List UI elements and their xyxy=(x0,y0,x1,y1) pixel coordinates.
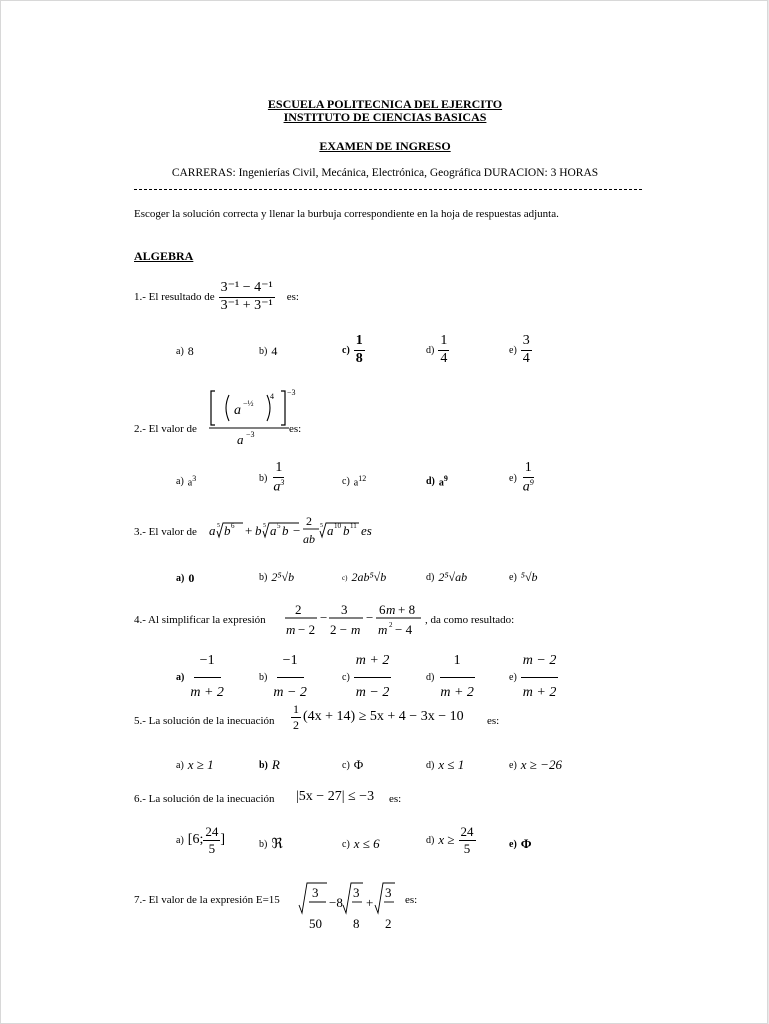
q7-expression xyxy=(299,877,409,938)
option-label: e) xyxy=(509,759,517,771)
option-den: a xyxy=(273,479,281,495)
q3-lead: 3.- El valor de xyxy=(134,526,197,538)
option-num: 3 xyxy=(521,334,532,351)
school-title: ESCUELA POLITECNICA DEL EJERCITO xyxy=(267,97,503,111)
option-label: c) xyxy=(342,838,350,850)
svg-text:3: 3 xyxy=(385,885,392,900)
option-den: 5 xyxy=(208,840,216,856)
q6-inequality: |5x − 27| ≤ −3 xyxy=(296,789,375,804)
svg-text:8: 8 xyxy=(353,916,360,931)
q6-lead: 6.- La solución de la inecuación xyxy=(134,793,275,805)
q5-option-d[interactable] xyxy=(426,757,464,773)
q5-tail: es: xyxy=(487,715,500,727)
q6-tail: es: xyxy=(389,793,402,805)
option-label: d) xyxy=(426,344,435,356)
svg-text:11: 11 xyxy=(350,522,357,530)
option-label: d) xyxy=(426,671,435,683)
option-num: 24 xyxy=(205,824,219,839)
svg-text:50: 50 xyxy=(309,916,322,931)
option-label: b) xyxy=(259,839,268,850)
svg-text:3: 3 xyxy=(341,602,348,617)
option-num: 1 xyxy=(354,334,365,351)
option-label: e) xyxy=(509,344,517,356)
svg-text:−½: −½ xyxy=(243,399,254,408)
option-value: x ≥ 1 xyxy=(187,757,214,772)
option-label: a) xyxy=(176,475,184,487)
option-num: −1 xyxy=(277,654,304,678)
q4-lead: 4.- Al simplificar la expresión xyxy=(134,614,266,626)
option-value: Φ xyxy=(520,836,532,851)
option-exp: 3 xyxy=(192,474,197,483)
q1-option-a[interactable] xyxy=(176,344,194,359)
option-value: ⁵√b xyxy=(520,570,538,584)
q2-option-b[interactable] xyxy=(259,461,286,495)
option-den: 4 xyxy=(522,350,530,366)
q1-option-e[interactable] xyxy=(509,334,532,366)
svg-text:4: 4 xyxy=(270,392,274,401)
svg-text:b: b xyxy=(343,523,350,538)
q1-lead: 1.- El resultado de xyxy=(134,291,215,304)
option-label: a) xyxy=(176,759,184,771)
svg-text:2: 2 xyxy=(295,602,302,617)
q3-expression xyxy=(209,513,375,558)
svg-text:m: m xyxy=(351,622,361,637)
option-value: 0 xyxy=(188,571,195,585)
svg-text:a: a xyxy=(237,432,244,447)
q2-lead: 2.- El valor de xyxy=(134,423,197,435)
svg-text:−3: −3 xyxy=(246,430,255,439)
svg-text:b: b xyxy=(224,523,231,538)
q1-tail: es: xyxy=(286,291,299,304)
option-label: b) xyxy=(259,346,268,357)
option-label: a) xyxy=(176,671,185,683)
option-value: a xyxy=(353,477,359,489)
svg-text:−: − xyxy=(320,610,328,625)
q7-lead: 7.- El valor de la expresión E=15 xyxy=(134,894,280,906)
option-value: x ≤ 6 xyxy=(353,836,380,851)
svg-text:a: a xyxy=(209,523,216,538)
option-value: Φ xyxy=(353,757,364,772)
q6-option-d[interactable]: d) x ≥ $\frac{24}{5}$ xyxy=(426,824,474,856)
option-value: x ≤ 1 xyxy=(438,757,465,772)
q3-option-a[interactable] xyxy=(176,571,194,586)
option-value: x ≥ −26 xyxy=(520,757,562,772)
option-value: ℜ xyxy=(271,837,283,852)
q5-option-b[interactable] xyxy=(259,757,280,773)
svg-text:3: 3 xyxy=(312,885,319,900)
option-value: R xyxy=(271,757,280,772)
q4-option-a[interactable] xyxy=(176,654,226,700)
option-label: e) xyxy=(509,838,517,850)
q5-half: $\frac{1}{2}$ xyxy=(293,702,299,732)
option-label: b) xyxy=(259,671,268,683)
q7-tail: es: xyxy=(405,894,418,906)
svg-text:+ 8: + 8 xyxy=(398,602,416,617)
option-value: 2⁵√ab xyxy=(438,570,468,584)
svg-text:− 2: − 2 xyxy=(298,622,316,637)
option-label: c) xyxy=(342,573,348,582)
option-label: b) xyxy=(259,759,268,771)
option-value: 4 xyxy=(271,344,278,358)
option-label: e) xyxy=(509,472,517,484)
option-num: 1 xyxy=(523,461,534,478)
q6-option-c[interactable] xyxy=(342,836,380,852)
section-title: ALGEBRA xyxy=(134,249,194,263)
q1-denominator: 3⁻¹ + 3⁻¹ xyxy=(220,297,273,313)
svg-text:−8: −8 xyxy=(329,895,343,910)
option-label: c) xyxy=(342,759,350,771)
option-num: −1 xyxy=(194,654,221,678)
svg-text:5: 5 xyxy=(320,523,323,529)
option-den: 8 xyxy=(355,350,363,366)
svg-text:−: − xyxy=(293,523,301,538)
option-den: m − 2 xyxy=(273,684,307,700)
svg-text:2: 2 xyxy=(385,916,392,931)
q1-numerator: 3⁻¹ − 4⁻¹ xyxy=(219,281,275,298)
q3-option-d[interactable] xyxy=(426,570,467,585)
exam-title: EXAMEN DE INGRESO xyxy=(319,139,451,153)
svg-text:+: + xyxy=(366,895,374,910)
option-value: a xyxy=(187,477,193,489)
q2-option-d[interactable] xyxy=(426,474,448,488)
q5-option-c[interactable] xyxy=(342,757,363,773)
option-num: 1 xyxy=(440,654,475,678)
q1-option-d[interactable] xyxy=(426,334,449,366)
option-label: b) xyxy=(259,472,268,484)
q2-option-a[interactable] xyxy=(176,474,196,488)
q4-formula-graphic xyxy=(283,601,423,639)
q6-option-a[interactable]: a) [6; $\frac{24}{5}$ ] xyxy=(176,824,226,856)
option-value: 2⁵√b xyxy=(271,570,295,584)
option-label: e) xyxy=(509,671,517,683)
svg-text:2: 2 xyxy=(389,621,393,629)
svg-text:a: a xyxy=(234,403,241,418)
q4-option-c[interactable] xyxy=(342,654,391,700)
option-label: a) xyxy=(176,346,184,357)
q3-formula-graphic xyxy=(209,513,375,553)
svg-text:b: b xyxy=(282,523,289,538)
option-den: a xyxy=(522,479,530,495)
svg-text:10: 10 xyxy=(334,522,341,530)
separator-line xyxy=(134,189,642,190)
q2-tail: es: xyxy=(289,423,302,435)
svg-text:5: 5 xyxy=(277,522,281,530)
q5-expression xyxy=(291,703,464,731)
option-num: 1 xyxy=(273,461,284,478)
svg-text:es: es xyxy=(361,523,372,538)
q3-option-b[interactable] xyxy=(259,570,294,585)
q4-option-b[interactable] xyxy=(259,654,309,700)
svg-text:−3: −3 xyxy=(287,388,296,397)
svg-text:a: a xyxy=(270,523,277,538)
svg-text:6: 6 xyxy=(379,602,386,617)
option-label: c) xyxy=(342,475,350,487)
svg-text:5: 5 xyxy=(263,523,266,529)
option-exp: 12 xyxy=(358,474,367,483)
q1-option-c[interactable] xyxy=(342,334,365,366)
option-den: 4 xyxy=(440,350,448,366)
svg-text:5: 5 xyxy=(217,523,220,529)
option-den: m + 2 xyxy=(440,684,474,700)
question-1 xyxy=(134,281,299,313)
q4-expression xyxy=(283,601,423,644)
option-label: d) xyxy=(426,475,435,487)
svg-text:2: 2 xyxy=(306,514,312,528)
svg-text:+: + xyxy=(245,523,253,538)
q4-option-e[interactable] xyxy=(509,654,558,700)
q3-option-c[interactable] xyxy=(342,570,386,585)
option-exp: 9 xyxy=(443,474,448,483)
q2-option-c[interactable] xyxy=(342,474,366,488)
svg-text:b: b xyxy=(255,523,262,538)
option-label: a) xyxy=(176,573,185,584)
option-label: a) xyxy=(176,834,184,846)
option-num: 1 xyxy=(438,334,449,351)
q5-lead: 5.- La solución de la inecuación xyxy=(134,715,275,727)
q2-option-e[interactable] xyxy=(509,461,536,495)
q4-tail: , da como resultado: xyxy=(425,614,515,626)
option-den: 5 xyxy=(463,840,471,856)
institute-title: INSTITUTO DE CIENCIAS BASICAS xyxy=(283,110,487,124)
option-label: d) xyxy=(426,759,435,771)
svg-text:2 −: 2 − xyxy=(330,622,348,637)
option-label: b) xyxy=(259,572,268,583)
svg-text:m: m xyxy=(378,622,388,637)
q5-inequality: (4x + 14) ≥ 5x + 4 − 3x − 10 xyxy=(303,709,464,725)
svg-text:a: a xyxy=(327,523,334,538)
svg-text:− 4: − 4 xyxy=(395,622,413,637)
svg-text:3: 3 xyxy=(353,885,360,900)
option-num: m + 2 xyxy=(354,654,392,678)
svg-text:6: 6 xyxy=(231,522,235,530)
q4-option-d[interactable] xyxy=(426,654,476,700)
option-exp: 9 xyxy=(529,477,534,487)
option-label: e) xyxy=(509,572,517,583)
instructions: Escoger la solución correcta y llenar la burbuja correspondiente en la hoja de respuestas adjunta. xyxy=(134,208,559,220)
option-den: m + 2 xyxy=(522,684,557,700)
q6-option-e[interactable] xyxy=(509,836,532,852)
careers-line: CARRERAS: Ingenierías Civil, Mecánica, Electrónica, Geográfica DURACION: 3 HORAS xyxy=(171,167,599,179)
option-value: 8 xyxy=(187,344,194,358)
q1-fraction xyxy=(219,281,275,313)
q6-option-b[interactable] xyxy=(259,836,283,853)
q3-option-e[interactable] xyxy=(509,570,538,585)
option-label: c) xyxy=(342,671,350,683)
svg-text:−: − xyxy=(366,610,374,625)
option-num: 24 xyxy=(460,824,474,839)
option-value: 2ab⁵√b xyxy=(351,570,387,584)
option-den: m − 2 xyxy=(355,684,390,700)
q5-option-a[interactable] xyxy=(176,757,214,773)
option-label: c) xyxy=(342,344,350,356)
svg-text:m: m xyxy=(386,602,396,617)
q5-option-e[interactable] xyxy=(509,757,562,773)
option-label: d) xyxy=(426,834,435,846)
svg-text:ab: ab xyxy=(303,532,315,546)
option-exp: 3 xyxy=(280,477,285,487)
q1-option-b[interactable] xyxy=(259,344,277,359)
option-den: m + 2 xyxy=(190,684,224,700)
q7-formula-graphic xyxy=(299,877,409,933)
svg-text:m: m xyxy=(286,622,296,637)
option-label: d) xyxy=(426,572,435,583)
option-num: m − 2 xyxy=(521,654,559,678)
option-value: a xyxy=(438,477,444,489)
